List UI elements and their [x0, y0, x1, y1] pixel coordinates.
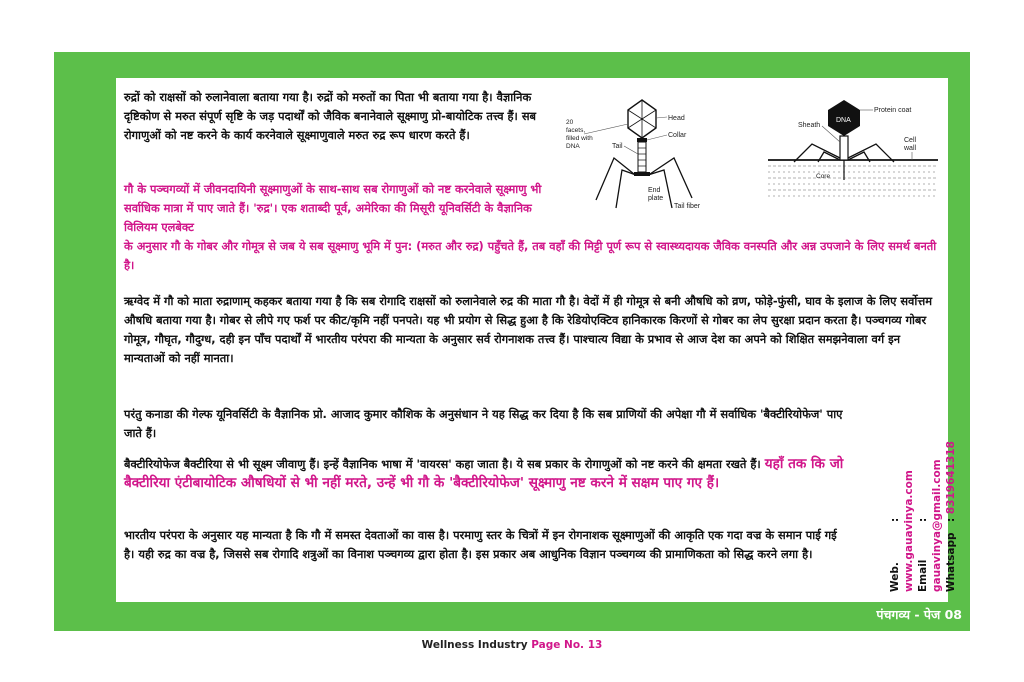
svg-text:filled with: filled with [566, 135, 593, 142]
svg-text:DNA: DNA [566, 143, 580, 150]
paragraph-panchagavya-microbes: गौ के पञ्चगव्यों में जीवनदायिनी सूक्ष्माणुओं के साथ-साथ सब रोगाणुओं को नष्ट करनेवाले सूक्ष्माणु भी सर्वाधिक मात्रा में पाए जाते हैं। 'रुद्र'। एक शताब्दी पूर्व, अमेरिका की मिसूरी यूनिवर्सिटी के वैज्ञानिक विलियम एलबेक्ट [124, 182, 542, 234]
highlight-bacteriophage-claim: यहाँ तक कि जो बैक्टीरिया एंटीबायोटिक औषधियों से भी नहीं मरते, उन्हें भी गौ के 'बैक्टीरियोफेज' सूक्ष्माणु नष्ट करने में सक्षम पाए गए हैं। [124, 456, 844, 491]
diagram-label-dna: DNA [836, 117, 851, 124]
diagram-label-end-plate: End [648, 187, 661, 194]
paragraph-bacteriophage: बैक्टीरियोफेज बैक्टीरिया से भी सूक्ष्म जीवाणु हैं। इन्हें वैज्ञानिक भाषा में 'वायरस' कहा जाता है। ये सब प्रकार के रोगाणुओं को नष्ट करने की क्षमता रखते हैं। यहाँ तक कि जो बैक्टीरिया एंटीबायोटिक औषधियों से भी नहीं मरते, उन्हें भी गौ के 'बैक्टीरियोफेज' सूक्ष्माणु नष्ट करने में सक्षम पाए गए हैं। [124, 456, 844, 491]
diagram-label-cell-wall: Cell [904, 137, 917, 144]
paragraph-rudra-intro: रुद्रों को राक्षसों को रुलानेवाला बताया गया है। रुद्रों को मरुतों का पिता भी बताया गया है। वैज्ञानिक दृष्टिकोण से मरुत संपूर्ण सृष्टि के जड़ पदार्थों को जैविक बनानेवाले सूक्ष्माणु प्रो-बायोटिक तत्त्व हैं। सब रोगाणुओं को नष्ट करने के कार्य करनेवाले सूक्ष्माणुवाले मरुत रुद्र रूप धारण करते हैं। [124, 90, 537, 142]
diagram-label-core: Core [816, 173, 831, 180]
contact-info [888, 412, 980, 592]
diagram-label-facets: 20 [566, 119, 574, 126]
email-link[interactable]: gauavinya@gmail.com [931, 459, 943, 592]
paragraph-tradition-science: भारतीय परंपरा के अनुसार यह मान्यता है कि गौ में समस्त देवताओं का वास है। परमाणु स्तर के चित्रों में इन रोगनाशक सूक्ष्माणुओं की आकृति एक गदा वज्र के समान पाई गई है। यही रुद्र का वज्र है, जिससे सब रोगादि शत्रुओं का विनाश पञ्चगव्य द्वारा होता है। इस प्रकार अब आधुनिक विज्ञान पञ्चगव्य की प्रामाणिकता को सिद्ध करने लगा है। [124, 528, 837, 561]
diagram-label-head: Head [668, 115, 685, 122]
phage-infection-diagram [764, 96, 942, 204]
section-page-label: पंचगव्य - पेज 08 [876, 607, 962, 622]
footer-prefix: Wellness Industry [421, 639, 528, 651]
bacteriophage-diagram [564, 96, 714, 216]
diagram-label-tail: Tail [612, 143, 623, 150]
cell-cytoplasm [768, 160, 938, 196]
svg-text:wall: wall [904, 145, 917, 152]
svg-text:plate: plate [648, 195, 664, 202]
phage-end-plate [634, 172, 650, 176]
phage-tail [638, 142, 646, 172]
footer [0, 639, 1024, 651]
diagram-label-collar: Collar [668, 132, 687, 139]
diagram-label-protein-coat: Protein coat [874, 107, 912, 114]
contact-web: Web.: www.gauavinya.com [889, 470, 915, 592]
whatsapp-number[interactable]: 8319641318 [945, 441, 957, 515]
paragraph-panchagavya-soil: के अनुसार गौ के गोबर और गोमूत्र से जब ये सब सूक्ष्माणु भूमि में पुन: (मरुत और रुद्र) पहुँचते हैं, तब वहाँ की मिट्टी पूर्ण रूप से स्वास्थ्यदायक जैविक वनस्पति और अन्न उपजाने के लिए समर्थ बनती है। [124, 239, 937, 272]
paragraph-rigveda: ऋग्वेद में गौ को माता रुद्राणाम् कहकर बताया गया है कि सब रोगादि राक्षसों को रुलानेवाले रुद्र की माता गौ है। वेदों में ही गोमूत्र से बनी औषधि को व्रण, फोड़े-फुंसी, घाव के इलाज के लिए सर्वोत्तम औषधि बताया गया है। गोबर से लीपे गए फर्श पर कीट/कृमि नहीं पनपते। यह भी प्रयोग से सिद्ध हुआ है कि रेडियोएक्टिव हानिकारक किरणों से गोबर का लेप सुरक्षा प्रदान करता है। पञ्चगव्य गोबर गोमूत्र, गौघृत, गौदुग्ध, दही इन पाँच पदार्थों में भारतीय परंपरा की मान्यता के अनुसार सर्व रोगनाशक तत्त्व हैं। पाश्चात्य विद्या के प्रभाव से आज देश का अपने को शिक्षित समझनेवाला वर्ग इन मान्यताओं को नहीं मानता। [124, 294, 933, 365]
diagram-label-sheath: Sheath [798, 122, 821, 129]
footer-page-number: Page No. 13 [531, 639, 603, 651]
contact-email: Email: gauavinya@gmail.com [917, 459, 943, 592]
diagram-label-tail-fiber: Tail fiber [674, 203, 701, 210]
web-link[interactable]: www.gauavinya.com [903, 470, 915, 592]
phage-collar [637, 138, 647, 142]
phage-sheath [840, 136, 848, 160]
svg-text:facets,: facets, [566, 127, 586, 134]
paragraph-canada-research: परंतु कनाडा की गेल्फ यूनिवर्सिटी के वैज्ञानिक प्रो. आजाद कुमार कौशिक के अनुसंधान ने यह सिद्ध कर दिया है कि सब प्राणियों की अपेक्षा गौ में सर्वाधिक 'बैक्टीरियोफेज' पाए जाते हैं। [124, 407, 843, 440]
contact-whatsapp: Whatsapp: 8319641318 [945, 441, 957, 592]
